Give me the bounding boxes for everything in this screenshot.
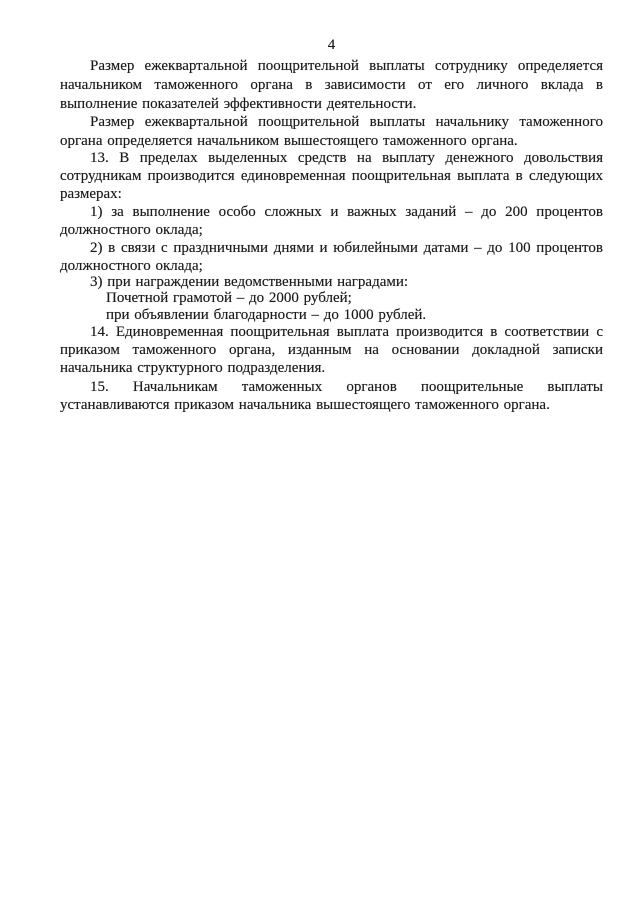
text-line: Размер ежеквартальной поощрительной выплаты сотруднику определяется (90, 58, 603, 74)
text-line: должностного оклада; (60, 222, 203, 238)
text-line: 1) за выполнение особо сложных и важных заданий – до 200 процентов (90, 204, 603, 220)
text-line: должностного оклада; (60, 258, 203, 274)
text-line: Почетной грамотой – до 2000 рублей; (106, 290, 352, 306)
text-line: 15. Начальникам таможенных органов поощрительные выплаты (90, 379, 603, 395)
text-line: органа определяется начальником вышестоящего таможенного органа. (60, 133, 518, 149)
text-line: 14. Единовременная поощрительная выплата производится в соответствии с (90, 324, 603, 340)
text-line: размерах: (60, 186, 122, 202)
text-line: Размер ежеквартальной поощрительной выплаты начальнику таможенного (90, 114, 603, 130)
text-line: сотрудникам производится единовременная поощрительная выплата в следующих (60, 168, 603, 184)
text-line: 3) при награждении ведомственными наградами: (90, 274, 409, 290)
text-line: устанавливаются приказом начальника вышестоящего таможенного органа. (60, 397, 550, 413)
text-line: приказом таможенного органа, изданным на основании докладной записки (60, 342, 603, 358)
text-line: начальником таможенного органа в зависимости от его личного вклада в (60, 77, 603, 93)
text-line: выполнение показателей эффективности деятельности. (60, 96, 417, 112)
text-line: начальника структурного подразделения. (60, 360, 326, 376)
text-line: при объявлении благодарности – до 1000 рублей. (106, 307, 427, 323)
text-line: 13. В пределах выделенных средств на выплату денежного довольствия (90, 150, 603, 166)
page-number: 4 (327, 37, 336, 53)
text-line: 2) в связи с праздничными днями и юбилейными датами – до 100 процентов (90, 240, 603, 256)
